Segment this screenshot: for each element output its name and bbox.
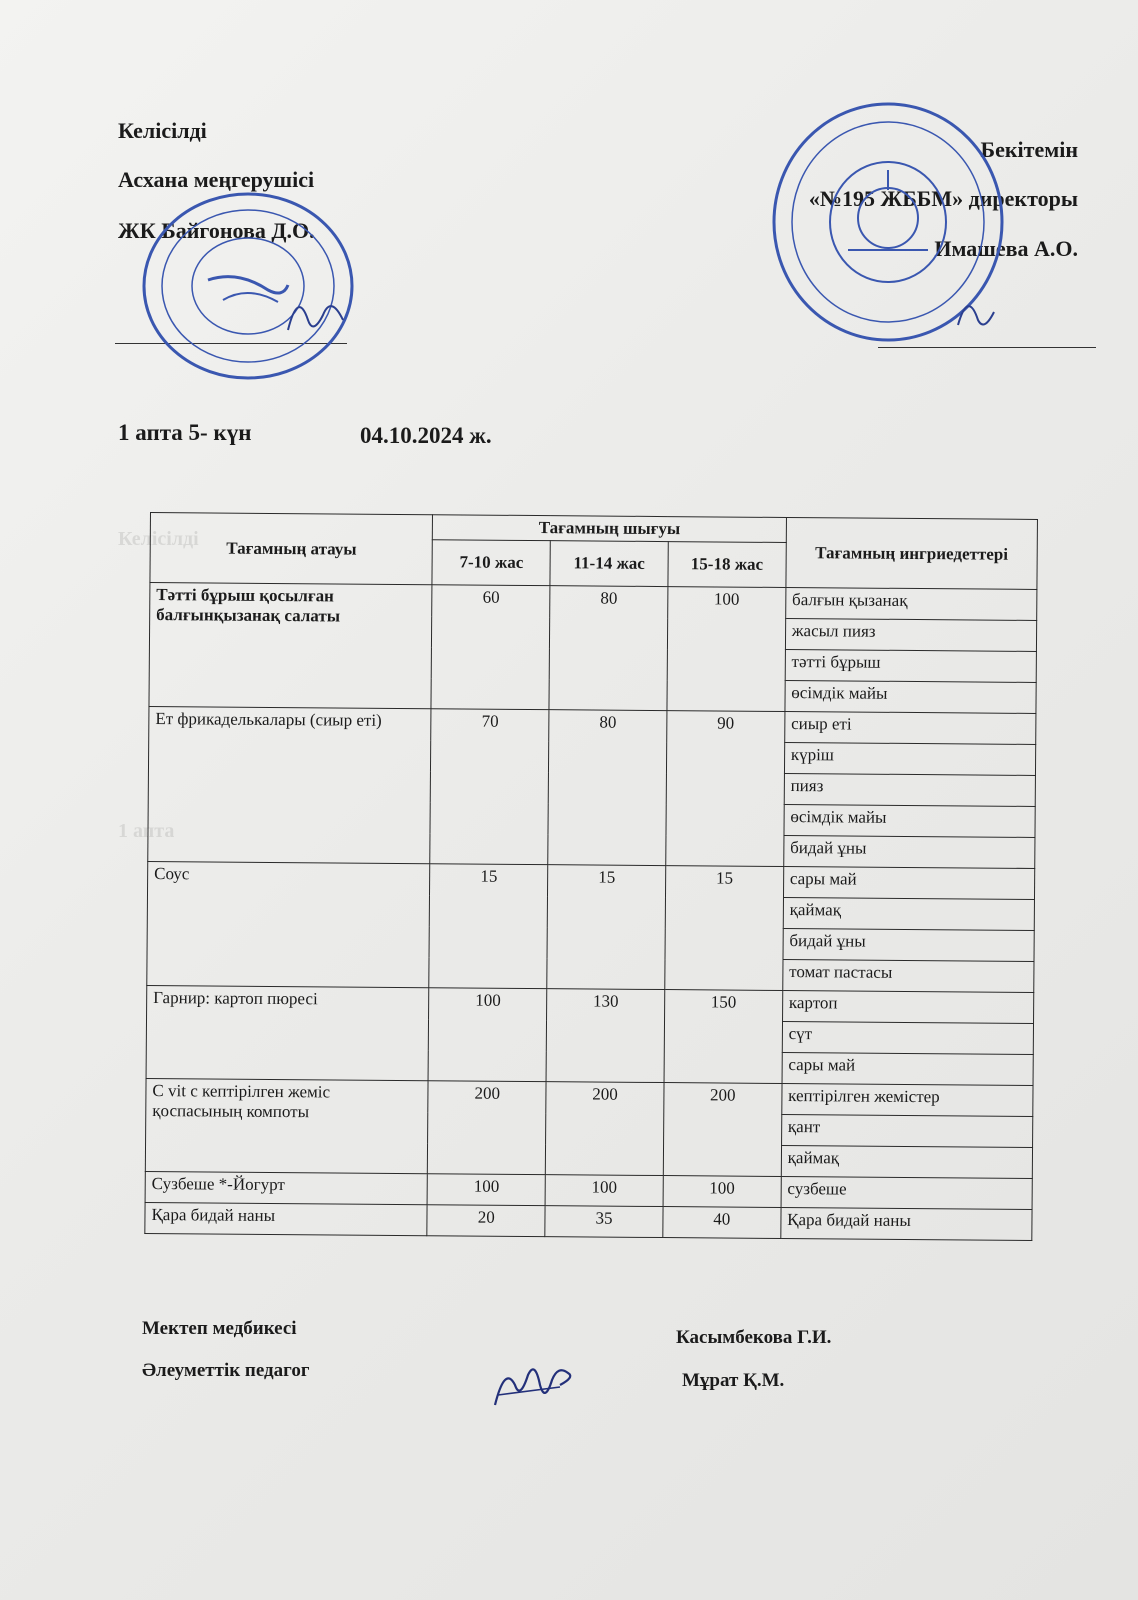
ingredient: өсімдік майы xyxy=(785,680,1036,713)
portion-11-14: 80 xyxy=(548,710,667,866)
header-portion-output: Тағамның шығуы xyxy=(433,515,786,543)
portion-15-18: 150 xyxy=(664,990,782,1084)
nurse-name: Касымбекова Г.И. xyxy=(676,1327,832,1348)
approved-label: Келісілді xyxy=(118,118,207,143)
dish-name: Сузбеше *-Йогурт xyxy=(145,1171,428,1204)
portion-11-14: 100 xyxy=(545,1175,663,1207)
ingredient: сузбеше xyxy=(781,1176,1032,1209)
bleed-through-text: Келісілді xyxy=(118,528,199,550)
social-pedagogue-name: Мұрат Қ.М. xyxy=(682,1370,785,1391)
ingredient: сары май xyxy=(782,1052,1033,1085)
portion-15-18: 200 xyxy=(663,1083,781,1177)
table-row xyxy=(145,1202,1032,1240)
dish-name: Ет фрикаделькалары (сиыр еті) xyxy=(148,706,432,863)
ingredient: балғын қызанақ xyxy=(785,587,1036,620)
portion-15-18: 100 xyxy=(667,587,786,712)
header-age-group: 15-18 жас xyxy=(668,542,786,588)
portion-7-10: 15 xyxy=(429,864,548,989)
portion-11-14: 35 xyxy=(545,1206,663,1238)
portion-7-10: 70 xyxy=(430,709,549,865)
ingredient: тәтті бұрыш xyxy=(785,649,1036,682)
portion-15-18: 40 xyxy=(663,1207,781,1239)
ingredient: күріш xyxy=(784,742,1035,775)
header-dish-name: Тағамның атауы xyxy=(150,513,433,585)
portion-7-10: 200 xyxy=(428,1081,546,1175)
ingredient: бидай ұны xyxy=(783,835,1034,868)
ingredient: бидай ұны xyxy=(783,928,1034,961)
week-day-label: 1 апта 5- күн xyxy=(118,420,252,445)
portion-7-10: 100 xyxy=(428,988,546,1082)
header-age-group: 11-14 жас xyxy=(550,541,668,587)
portion-7-10: 20 xyxy=(427,1205,545,1237)
bleed-through-text: 1 апта xyxy=(118,820,175,842)
dish-name: Тәтті бұрыш қосылған балғынқызанақ салаты xyxy=(149,583,432,709)
portion-11-14: 80 xyxy=(549,586,668,711)
approve-label: Бекітемін xyxy=(980,137,1078,162)
nurse-title: Мектеп медбикесі xyxy=(142,1318,297,1339)
portion-15-18: 15 xyxy=(665,866,784,991)
ingredient: картоп xyxy=(782,990,1033,1023)
ingredient: сары май xyxy=(783,866,1034,899)
approved-name: ЖК Байгонова Д.О. xyxy=(118,218,315,243)
handwritten-signature xyxy=(490,1355,580,1415)
ingredient: қант xyxy=(781,1114,1032,1147)
table-row xyxy=(146,1078,1033,1116)
ingredient: кептірілген жемістер xyxy=(782,1083,1033,1116)
portion-11-14: 15 xyxy=(547,865,666,990)
header-ingredients: Тағамның ингриедеттері xyxy=(786,517,1038,589)
ingredient: пияз xyxy=(784,773,1035,806)
ingredient: Қара бидай наны xyxy=(781,1207,1032,1240)
approve-name: Имашева А.О. xyxy=(934,236,1078,261)
dish-name: Қара бидай наны xyxy=(145,1202,428,1235)
ingredient: сиыр еті xyxy=(784,711,1035,744)
stamp-seal-right xyxy=(768,100,1008,345)
ingredient: өсімдік майы xyxy=(784,804,1035,837)
ingredient: қаймақ xyxy=(781,1145,1032,1178)
ingredient: қаймақ xyxy=(783,897,1034,930)
portion-15-18: 100 xyxy=(663,1176,781,1208)
ingredient: жасыл пияз xyxy=(785,618,1036,651)
table-row xyxy=(150,583,1037,621)
menu-date: 04.10.2024 ж. xyxy=(360,423,492,448)
dish-name: С vit с кептірілген жеміс қоспасының компоты xyxy=(145,1078,428,1173)
table-row xyxy=(148,861,1035,899)
ingredient: сүт xyxy=(782,1021,1033,1054)
stamp-seal-left xyxy=(138,190,368,385)
table-row xyxy=(149,706,1036,744)
signature-line-right xyxy=(878,347,1096,348)
dish-name: Соус xyxy=(147,861,430,987)
portion-11-14: 130 xyxy=(546,989,664,1083)
portion-11-14: 200 xyxy=(546,1082,664,1176)
approved-position: Асхана меңгерушісі xyxy=(118,167,315,192)
table-row xyxy=(147,985,1034,1023)
portion-7-10: 60 xyxy=(431,585,550,710)
portion-15-18: 90 xyxy=(666,711,785,867)
portion-7-10: 100 xyxy=(428,1174,546,1206)
menu-table xyxy=(144,512,1038,1241)
header-age-group: 7-10 жас xyxy=(432,540,550,586)
dish-name: Гарнир: картоп пюресі xyxy=(146,985,429,1080)
ingredient: томат пастасы xyxy=(783,959,1034,992)
approve-position: «№195 ЖББМ» директоры xyxy=(808,186,1078,211)
social-pedagogue-title: Әлеуметтік педагог xyxy=(142,1360,310,1381)
